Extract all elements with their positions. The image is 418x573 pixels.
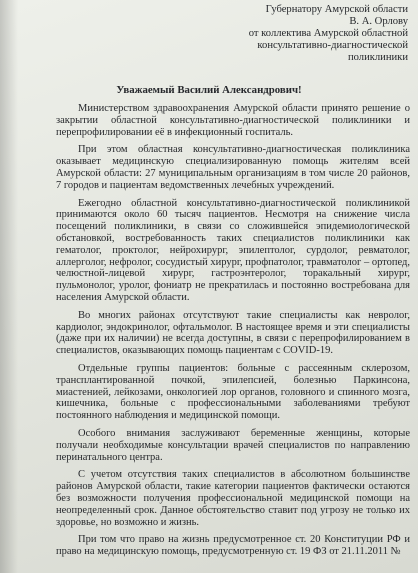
- body-paragraph: Ежегодно областной консультативно-диагностической поликлиникой принимаются около 60 тысяч пациентов. Несмотря на снижение числа посещений поликлиники, в связи со сложившейся эпидемиологической обстановкой, востребованность таких специалистов поликлиники как гематолог, проктолог, нейрохирург, эпилептолог, сурдолог, ревматолог, аллерголог, нефролог, сосудистый хирург, профпатолог, травматолог – ортопед, челюстной-лицевой хирург, гастроэнтеролог, торакальный хирург, пульмонолог, уролог, фониатр не прекратилась и постоянно востребована для населения Амурской области.: [56, 197, 410, 303]
- addressee-line: В. А. Орлову: [349, 16, 408, 27]
- addressee-line: от коллектива Амурской областной: [248, 28, 408, 39]
- body-paragraph: При том что право на жизнь предусмотренное ст. 20 Конституции РФ и право на медицинскую помощь, предусмотренную ст. 19 ФЗ от 21.11.2011 №: [56, 534, 410, 558]
- greeting: Уважаемый Василий Александрович!: [116, 84, 302, 96]
- addressee-line: консультативно-диагностической поликлиники: [257, 40, 408, 63]
- addressee-line: Губернатору Амурской области: [265, 4, 408, 15]
- body-paragraph: При этом областная консультативно-диагностическая поликлиника оказывает медицинскую специализированную помощь жителям всей Амурской области: 27 муниципальным организациям в том числе 20 районов, 7 городов и пациентам ведомственных лечебных учреждений.: [56, 144, 410, 191]
- body-paragraph: С учетом отсутствия таких специалистов в абсолютном большинстве районов Амурской области, такие категории пациентов фактически остаются без возможности получения профессиональной медицинской помощи на неопределенный срок. Данное обстоятельство ставит под угрозу не только их здоровье, но возможно и жизнь.: [56, 469, 410, 528]
- addressee-block: [208, 4, 408, 64]
- body-paragraph: Отдельные группы пациентов: больные с рассеянным склерозом, трансплантированной почкой, эпилепсией, болезнью Паркинсона, миастенией, лейкозами, онкологией лор органов, головного и спинного мозга, кишечника, больные с профессиональными заболеваниями требуют постоянного наблюдения и медицинской помощи.: [56, 362, 410, 422]
- body-paragraph: Министерством здравоохранения Амурской области принято решение о закрытии областной консультативно-диагностической поликлиники и перепрофилировании её в инфекционный госпиталь.: [56, 103, 410, 138]
- letter-body: [56, 103, 410, 562]
- body-paragraph: Особого внимания заслуживают беременные женщины, которые получали необходимые консультации врачей специалистов по направлению перинатального центра.: [56, 427, 410, 463]
- body-paragraph: Во многих районах отсутствуют такие специалисты как невролог, кардиолог, эндокринолог, офтальмолог. В настоящее время и эти специалисты (даже при их наличии) не всегда доступны, в связи с перепрофилированием в специалистов, оказывающих помощь пациентам с COVID-19.: [56, 309, 410, 357]
